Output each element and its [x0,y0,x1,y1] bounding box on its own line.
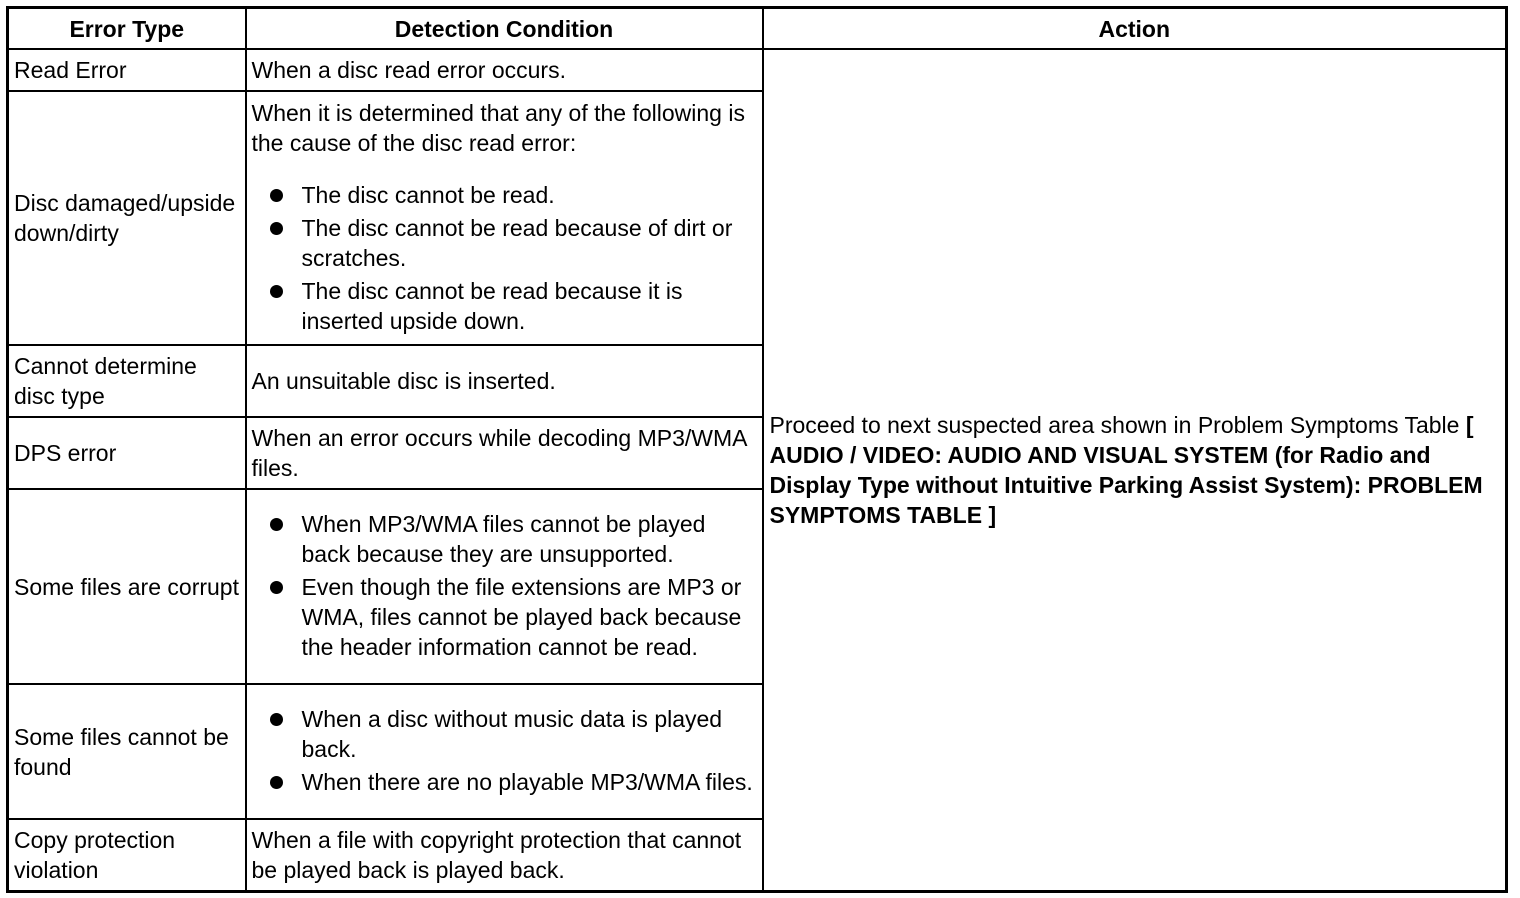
error-type-cell: Cannot determine disc type [8,345,246,417]
error-type-cell: Copy protection violation [8,819,246,891]
condition-bullet-list [252,509,757,662]
condition-bullet: The disc cannot be read because it is inserted upside down. [252,276,757,336]
condition-cell: When a disc read error occurs. [246,49,763,91]
condition-cell: When a file with copyright protection that cannot be played back is played back. [246,819,763,891]
condition-bullet: Even though the file extensions are MP3 or WMA, files cannot be played back because the header information cannot be read. [252,572,757,662]
condition-bullet: When MP3/WMA files cannot be played back because they are unsupported. [252,509,757,569]
condition-bullet: The disc cannot be read because of dirt or scratches. [252,213,757,273]
condition-bullet-list [252,704,757,797]
error-type-cell: Some files are corrupt [8,489,246,684]
action-text: Proceed to next suspected area shown in Problem Symptoms Table [769,411,1460,438]
header-error-type: Error Type [8,8,246,50]
condition-bullet: When there are no playable MP3/WMA files. [252,767,757,797]
condition-cell [246,684,763,819]
error-table [6,6,1508,893]
header-action: Action [763,8,1507,50]
error-type-cell: Some files cannot be found [8,684,246,819]
condition-bullet-list [252,180,757,336]
condition-bullet: The disc cannot be read. [252,180,757,210]
condition-cell [246,489,763,684]
condition-cell: An unsuitable disc is inserted. [246,345,763,417]
error-type-cell: Read Error [8,49,246,91]
action-reference-link[interactable]: [ AUDIO / VIDEO: AUDIO AND VISUAL SYSTEM (for Radio and Display Type without Intuitive Parking Assist System): PROBLEM SYMPTOMS TABLE ] [769,411,1483,528]
header-detection-condition: Detection Condition [246,8,763,50]
condition-bullet: When a disc without music data is played back. [252,704,757,764]
condition-intro: When it is determined that any of the following is the cause of the disc read error: [251,99,745,156]
table-row [8,49,1507,91]
condition-cell: When an error occurs while decoding MP3/WMA files. [246,417,763,489]
header-row [8,8,1507,50]
action-cell [763,49,1507,891]
error-type-cell: Disc damaged/upside down/dirty [8,91,246,345]
condition-cell [246,91,763,345]
error-type-cell: DPS error [8,417,246,489]
